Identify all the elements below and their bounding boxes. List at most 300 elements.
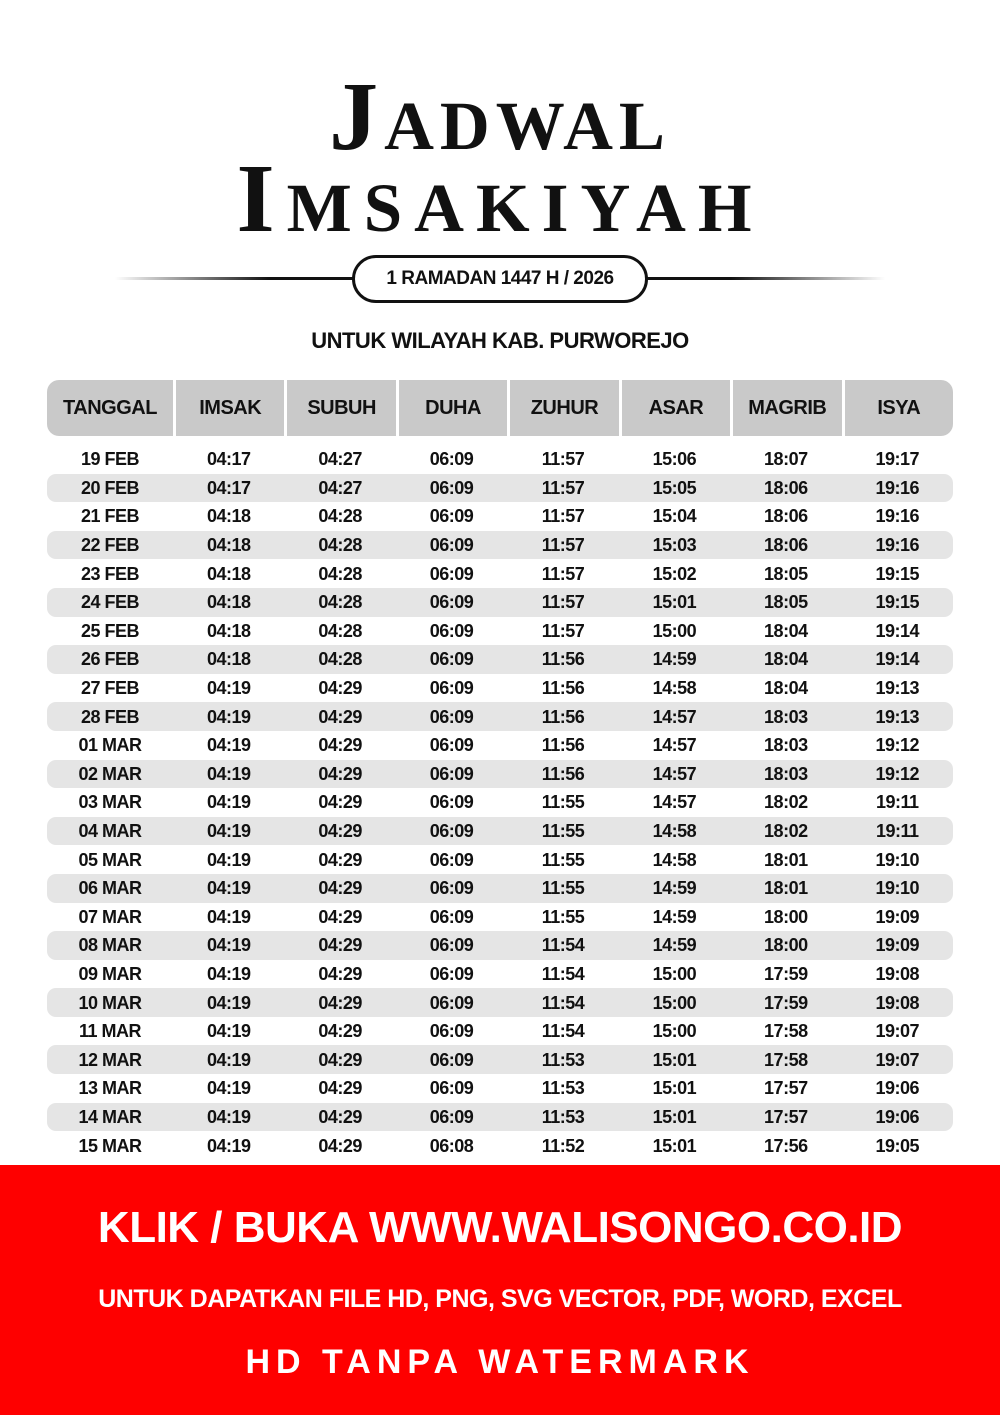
cell-isya [842,645,953,673]
cell-value: 11:57 [541,563,585,584]
cell-magrib [730,703,841,731]
subtitle-text: UNTUK WILAYAH KAB. PURWOREJO [311,328,689,353]
cell-imsak [173,903,284,931]
cell-subuh [284,617,395,645]
cell-imsak [173,1017,284,1045]
cell-magrib [730,760,841,788]
cell-value: 11:56 [541,678,585,699]
banner-row-3 [0,1343,1000,1382]
cell-value: 18:00 [764,906,808,927]
cell-subuh [284,531,395,559]
cell-value: 04:18 [206,649,251,670]
cell-value: 04:19 [206,1106,251,1127]
cell-tanggal [47,960,173,988]
cell-magrib [730,674,841,702]
cell-subuh [284,674,395,702]
cell-value: 04:28 [318,506,362,527]
cell-value: 11:55 [541,878,585,899]
cell-imsak [173,703,284,731]
table-header [47,380,953,436]
cell-zuhur [507,903,618,931]
cell-isya [842,846,953,874]
cell-value: 04:18 [206,506,251,527]
cell-value: 14:57 [652,792,697,813]
cell-value: 19:10 [875,878,920,899]
header-label: DUHA [425,396,481,419]
cell-value: 14:58 [652,821,697,842]
cell-asar [619,445,730,473]
cell-value: 11:57 [541,506,585,527]
cell-value: 18:07 [764,449,808,470]
cell-subuh [284,1103,395,1131]
cell-value: 18:04 [764,678,808,699]
cell-value: 17:56 [764,1135,808,1156]
cell-value: 22 FEB [80,535,140,556]
cell-duha [396,903,507,931]
cell-magrib [730,960,841,988]
table-row [47,645,953,674]
cell-value: 19:17 [875,449,920,470]
cell-value: 11:56 [541,706,585,727]
cell-zuhur [507,817,618,845]
banner-line-1: KLIK / BUKA WWW.WALISONGO.CO.ID [97,1203,903,1252]
cell-imsak [173,960,284,988]
cell-tanggal [47,1132,173,1160]
cell-imsak [173,846,284,874]
cell-magrib [730,817,841,845]
cell-value: 04:29 [318,763,362,784]
cell-value: 14:58 [652,678,697,699]
cell-asar [619,960,730,988]
cell-value: 18:06 [764,477,808,498]
cell-value: 11:54 [541,935,585,956]
cell-value: 19:13 [875,706,920,727]
cell-tanggal [47,588,173,616]
cell-value: 04:29 [318,935,362,956]
cell-magrib [730,1103,841,1131]
cell-value: 04:19 [206,1021,251,1042]
cell-value: 02 MAR [78,763,142,784]
cell-isya [842,1074,953,1102]
cell-duha [396,674,507,702]
cell-asar [619,703,730,731]
cell-value: 06:09 [429,649,474,670]
cell-duha [396,931,507,959]
cell-value: 04:18 [206,592,251,613]
cell-value: 11:57 [541,620,585,641]
table-row [47,531,953,560]
cell-zuhur [507,1017,618,1045]
cell-asar [619,760,730,788]
cell-duha [396,760,507,788]
cell-value: 11:53 [541,1106,585,1127]
cell-tanggal [47,560,173,588]
cell-magrib [730,1074,841,1102]
table-row [47,559,953,588]
cell-subuh [284,931,395,959]
cell-value: 11 MAR [78,1021,142,1042]
cell-value: 04 MAR [78,821,142,842]
cell-value: 04:19 [206,963,251,984]
cell-value: 14:57 [652,706,697,727]
cell-value: 04:29 [318,992,362,1013]
cell-subuh [284,960,395,988]
cell-subuh [284,1132,395,1160]
cell-value: 18:06 [764,535,808,556]
cell-asar [619,645,730,673]
cell-zuhur [507,874,618,902]
cell-tanggal [47,674,173,702]
header-tanggal [47,380,173,436]
title-line-1: Jadwal [329,63,671,171]
cell-tanggal [47,1017,173,1045]
cell-value: 06:09 [429,849,474,870]
cell-subuh [284,474,395,502]
cell-zuhur [507,989,618,1017]
cell-value: 11:56 [541,649,585,670]
cell-value: 21 FEB [80,506,140,527]
cell-asar [619,817,730,845]
header-imsak [176,380,284,436]
cell-duha [396,474,507,502]
cell-value: 18:01 [764,878,808,899]
cell-value: 15:06 [652,449,697,470]
cell-value: 15:03 [652,535,697,556]
cell-value: 11:57 [541,449,585,470]
cell-value: 04:29 [318,821,362,842]
cell-imsak [173,1103,284,1131]
cell-tanggal [47,502,173,530]
cell-tanggal [47,1046,173,1074]
cell-asar [619,531,730,559]
cell-tanggal [47,931,173,959]
cell-imsak [173,531,284,559]
cell-subuh [284,874,395,902]
cell-tanggal [47,703,173,731]
cell-value: 14:59 [652,935,697,956]
cell-value: 19:10 [875,849,920,870]
cell-value: 25 FEB [80,620,140,641]
cell-imsak [173,874,284,902]
cell-value: 19:14 [875,620,920,641]
cell-tanggal [47,874,173,902]
cell-value: 27 FEB [80,678,140,699]
cell-imsak [173,588,284,616]
table-row [47,788,953,817]
cell-zuhur [507,788,618,816]
cell-magrib [730,445,841,473]
cell-value: 18:02 [764,821,808,842]
cell-value: 04:19 [206,763,251,784]
cell-zuhur [507,474,618,502]
cell-asar [619,617,730,645]
cell-asar [619,1017,730,1045]
cell-magrib [730,846,841,874]
cell-value: 04:29 [318,706,362,727]
cell-value: 28 FEB [80,706,140,727]
cell-duha [396,531,507,559]
cell-value: 04:29 [318,1021,362,1042]
cell-value: 18:06 [764,506,808,527]
cell-value: 17:58 [764,1049,808,1070]
cell-imsak [173,674,284,702]
cell-isya [842,703,953,731]
cell-value: 06:09 [429,506,474,527]
cell-zuhur [507,560,618,588]
cell-value: 04:29 [318,1078,362,1099]
header-label: IMSAK [199,396,262,419]
cell-value: 18:03 [764,763,808,784]
table-row [47,731,953,760]
cell-value: 08 MAR [78,935,142,956]
cell-value: 19:11 [875,792,919,813]
cell-value: 04:19 [206,735,251,756]
cell-duha [396,874,507,902]
cell-value: 19:06 [875,1078,920,1099]
cell-value: 01 MAR [78,735,142,756]
cell-value: 04:28 [318,649,362,670]
cell-value: 19:15 [875,563,920,584]
cell-isya [842,1017,953,1045]
cell-zuhur [507,445,618,473]
cell-asar [619,931,730,959]
cell-imsak [173,502,284,530]
cell-zuhur [507,1046,618,1074]
cell-tanggal [47,731,173,759]
cell-value: 04:29 [318,678,362,699]
cell-tanggal [47,760,173,788]
cell-isya [842,502,953,530]
cell-value: 04:19 [206,821,251,842]
cell-value: 11:53 [541,1078,585,1099]
cell-subuh [284,445,395,473]
cell-magrib [730,931,841,959]
cell-duha [396,1132,507,1160]
cell-value: 15:00 [652,963,697,984]
table-row [47,903,953,932]
cell-value: 03 MAR [78,792,142,813]
cell-asar [619,1103,730,1131]
cell-value: 04:29 [318,878,362,899]
cell-value: 04:18 [206,535,251,556]
cell-value: 11:54 [541,963,585,984]
table-row [47,1074,953,1103]
cell-duha [396,846,507,874]
cell-value: 04:19 [206,906,251,927]
table-row [47,1045,953,1074]
cell-value: 06:09 [429,563,474,584]
cell-magrib [730,588,841,616]
cell-value: 04:19 [206,706,251,727]
schedule-table-body [47,445,953,1160]
cell-isya [842,989,953,1017]
cell-value: 04:17 [206,477,251,498]
cell-tanggal [47,989,173,1017]
cell-duha [396,645,507,673]
cell-value: 11:53 [541,1049,585,1070]
cell-imsak [173,760,284,788]
cell-value: 12 MAR [78,1049,142,1070]
cell-imsak [173,817,284,845]
header-asar [622,380,730,436]
cell-value: 18:02 [764,792,808,813]
cell-value: 04:29 [318,1135,362,1156]
cell-isya [842,903,953,931]
cell-value: 04:29 [318,906,362,927]
cell-subuh [284,588,395,616]
cell-isya [842,588,953,616]
cell-duha [396,788,507,816]
cell-isya [842,560,953,588]
cell-duha [396,731,507,759]
table-row [47,931,953,960]
cell-magrib [730,531,841,559]
cell-value: 19:08 [875,992,920,1013]
cell-zuhur [507,588,618,616]
cell-zuhur [507,617,618,645]
cell-value: 04:19 [206,878,251,899]
cell-value: 15:00 [652,992,697,1013]
cell-value: 11:56 [541,763,585,784]
cell-duha [396,617,507,645]
cell-zuhur [507,760,618,788]
cell-value: 06:09 [429,535,474,556]
cell-magrib [730,645,841,673]
cell-tanggal [47,445,173,473]
cell-imsak [173,1074,284,1102]
cell-duha [396,817,507,845]
table-row [47,760,953,789]
cell-value: 06:09 [429,906,474,927]
cell-subuh [284,817,395,845]
ramadan-badge [352,255,648,303]
cell-duha [396,1046,507,1074]
promo-banner[interactable] [0,1165,1000,1415]
cell-value: 06:09 [429,449,474,470]
cell-tanggal [47,1103,173,1131]
cell-zuhur [507,674,618,702]
cell-value: 15:01 [652,592,697,613]
cell-duha [396,588,507,616]
cell-magrib [730,1017,841,1045]
cell-asar [619,731,730,759]
cell-value: 11:55 [541,792,585,813]
cell-value: 19:14 [875,649,920,670]
cell-magrib [730,1046,841,1074]
cell-isya [842,817,953,845]
cell-isya [842,874,953,902]
cell-value: 04:27 [318,449,362,470]
cell-value: 04:17 [206,449,251,470]
cell-value: 18:05 [764,563,808,584]
cell-value: 18:01 [764,849,808,870]
header-label: ZUHUR [530,396,599,419]
cell-value: 04:19 [206,678,251,699]
cell-asar [619,1046,730,1074]
cell-value: 06:09 [429,620,474,641]
cell-value: 04:19 [206,935,251,956]
cell-tanggal [47,531,173,559]
cell-imsak [173,931,284,959]
cell-value: 19 FEB [80,449,140,470]
cell-value: 06:09 [429,963,474,984]
cell-value: 19:07 [875,1021,920,1042]
cell-magrib [730,474,841,502]
cell-zuhur [507,531,618,559]
cell-value: 06:09 [429,706,474,727]
cell-value: 04:29 [318,1049,362,1070]
cell-value: 04:19 [206,792,251,813]
cell-value: 06:09 [429,1106,474,1127]
cell-value: 18:04 [764,649,808,670]
cell-value: 17:57 [764,1078,808,1099]
cell-value: 05 MAR [78,849,142,870]
cell-tanggal [47,788,173,816]
cell-value: 15:04 [652,506,697,527]
cell-isya [842,960,953,988]
cell-value: 11:55 [541,906,585,927]
cell-value: 17:59 [764,963,808,984]
banner-row-2 [0,1285,1000,1314]
cell-value: 06:09 [429,792,474,813]
cell-zuhur [507,731,618,759]
table-row [47,474,953,503]
cell-value: 11:54 [541,992,585,1013]
banner-line-3: HD TANPA WATERMARK [245,1343,755,1381]
cell-value: 19:06 [875,1106,920,1127]
cell-asar [619,474,730,502]
cell-value: 11:54 [541,1021,585,1042]
cell-imsak [173,1132,284,1160]
cell-asar [619,502,730,530]
cell-value: 04:27 [318,477,362,498]
cell-isya [842,445,953,473]
cell-value: 06:09 [429,821,474,842]
cell-value: 04:19 [206,1135,251,1156]
cell-duha [396,502,507,530]
cell-value: 19:07 [875,1049,920,1070]
cell-value: 11:57 [541,535,585,556]
cell-value: 18:03 [764,706,808,727]
cell-isya [842,531,953,559]
cell-value: 04:19 [206,1078,251,1099]
cell-value: 17:58 [764,1021,808,1042]
cell-magrib [730,560,841,588]
cell-asar [619,788,730,816]
cell-value: 15:01 [652,1049,697,1070]
cell-asar [619,1074,730,1102]
cell-value: 19:11 [875,821,919,842]
region-subtitle [0,328,1000,354]
cell-isya [842,931,953,959]
cell-imsak [173,474,284,502]
cell-duha [396,1074,507,1102]
cell-subuh [284,846,395,874]
cell-value: 19:15 [875,592,920,613]
cell-isya [842,1132,953,1160]
cell-value: 24 FEB [80,592,140,613]
cell-imsak [173,560,284,588]
cell-duha [396,1017,507,1045]
table-row [47,874,953,903]
cell-value: 20 FEB [80,477,140,498]
cell-zuhur [507,703,618,731]
cell-duha [396,1103,507,1131]
cell-duha [396,560,507,588]
header-label: ISYA [877,396,921,419]
cell-value: 11:57 [541,477,585,498]
cell-zuhur [507,1074,618,1102]
